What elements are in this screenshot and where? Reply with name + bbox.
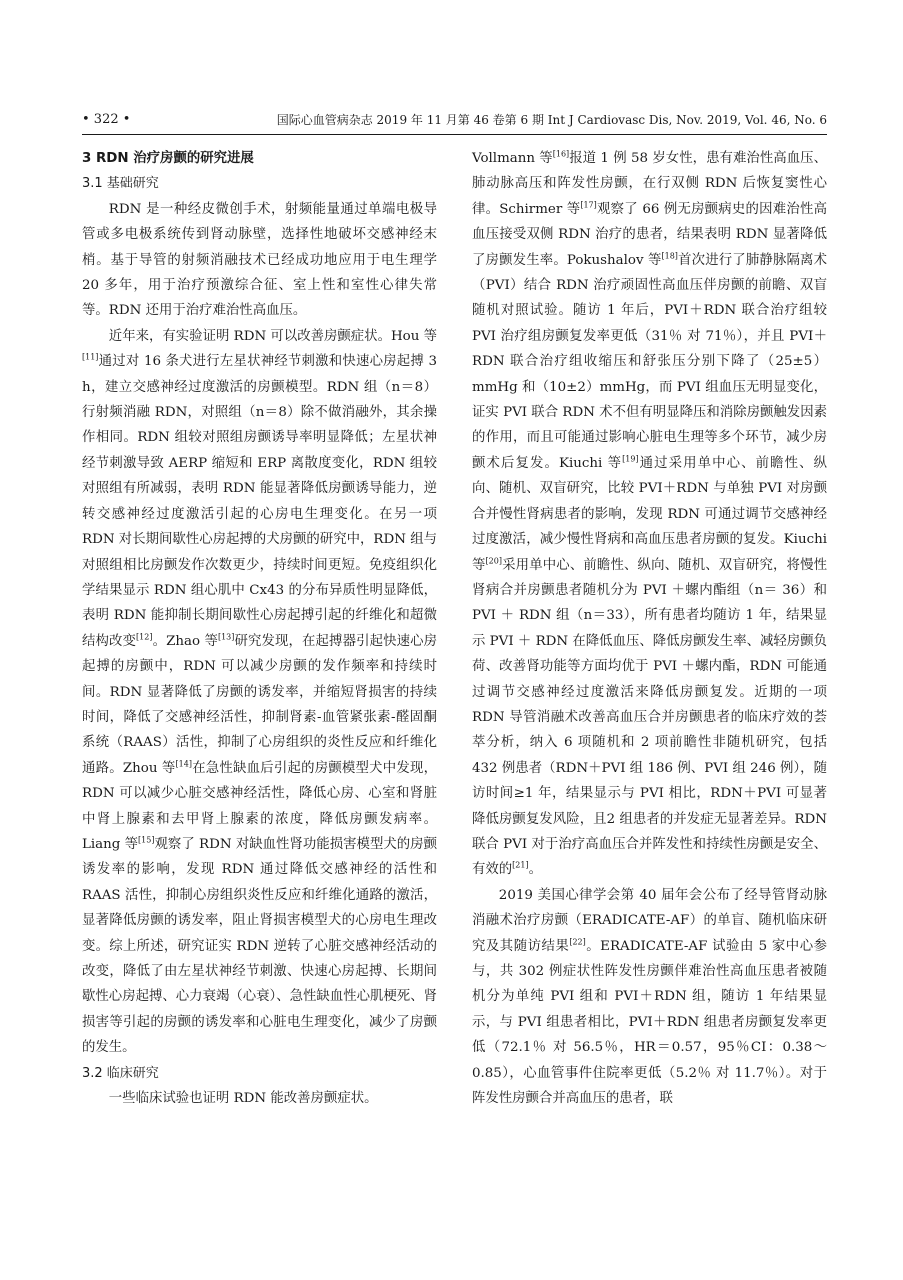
left-column xyxy=(82,146,437,1111)
paragraph: 一些临床试验也证明 RDN 能改善房颤症状。 xyxy=(108,1091,378,1107)
journal-citation: 国际心血管病杂志 2019 年 11 月第 46 卷第 6 期 Int J Cardiovasc Dis, Nov. 2019, Vol. 46, No. 6 xyxy=(276,113,827,127)
text-run: 通过采用单中心、前瞻性、纵向、随机、双盲研究，比较 PVI＋RDN 与单独 PVI 对房颤合并慢性肾病患者的影响，发现 RDN 可通过调节交感神经过度激活，减少慢性肾病和高血压患者房颤的复发。Kiuchi 等 xyxy=(472,455,827,573)
paragraph xyxy=(82,324,437,1061)
citation-ref: [21] xyxy=(512,860,529,870)
citation-ref: [22] xyxy=(569,937,586,947)
running-header xyxy=(82,110,827,130)
text-run: 。ERADICATE-AF 试验由 5 家中心参与，共 302 例症状性阵发性房颤伴难治性高血压患者被随机分为单纯 PVI 组和 PVI＋RDN 组，随访 1 年结果显示，与 PVI 组患者相比，PVI＋RDN 组患者房颤复发率更低（72.1％ 对 56.5％，HR＝0.57，95％CI：0.38～0.85），心血管事件住院率更低（5.2％ 对 11.7％）。对于阵发性房颤合并高血压的患者，联 xyxy=(472,938,828,1107)
paragraph: RDN 是一种经皮微创手术，射频能量通过单端电极导管或多电极系统传到肾动脉壁，选择性地破坏交感神经末梢。基于导管的射频消融技术已经成功地应用于电生理学 20 多年，用于治疗预激综合征、室上性和室性心律失常等。RDN 还用于治疗难治性高血压。 xyxy=(82,201,437,319)
citation-ref: [20] xyxy=(485,556,502,566)
text-run: 采用单中心、前瞻性、纵向、随机、双盲研究，将慢性肾病合并房颤患者随机分为 PVI ＋螺内酯组（n＝ 36）和 PVI ＋ RDN 组（n＝33），所有患者均随访 1 年，结果显示 PVI ＋ RDN 在降低血压、降低房颤发生率、减轻房颤负荷、改善肾功能等方面均优于 PVI ＋螺内酯，RDN 可能通过调节交感神经过度激活来降低房颤复发。近期的一项 RDN 导管消融术改善高血压合并房颤患者的临床疗效的荟萃分析，纳入 6 项随机和 2 项前瞻性非随机研究，包括 432 例患者（RDN＋PVI 组 186 例、PVI 组 246 例），随访时间≥1 年，结果显示与 PVI 相比，RDN＋PVI 可显著降低房颤复发风险，且2 组患者的并发症无显著差异。RDN 联合 PVI 对于治疗高血压合并阵发性和持续性房颤是安全、有效的 xyxy=(472,557,828,878)
text-run: 观察了 RDN 对缺血性肾功能损害模型犬的房颤诱发率的影响，发现 RDN 通过降低交感神经的活性和 RAAS 活性，抑制心房组织炎性反应和纤维化通路的激活，显著降低房颤的诱发率，阻止肾损害模型犬的心房电生理改变。综上所述，研究证实 RDN 逆转了心脏交感神经活动的改变，降低了由左星状神经节刺激、快速心房起搏、长期间歇性心房起搏、心力衰竭（心衰）、急性缺血性心肌梗死、肾损害等引起的房颤的诱发率和心脏电生理变化，减少了房颤的发生。 xyxy=(82,836,437,1056)
text-run: 。Zhao 等 xyxy=(152,633,218,649)
text-run: 观察了 66 例无房颤病史的因难治性高血压接受双侧 RDN 治疗的患者，结果表明 RDN 显著降低了房颤发生率。Pokushalov 等 xyxy=(472,201,827,268)
text-run: 近年来，有实验证明 RDN 可以改善房颤症状。Hou 等 xyxy=(108,328,437,344)
subsection-basic-research: 3.1 基础研究 xyxy=(82,176,159,192)
citation-ref: [13] xyxy=(217,632,235,642)
citation-ref: [18] xyxy=(661,251,678,261)
paragraph xyxy=(472,883,827,1112)
citation-ref: [11] xyxy=(82,352,99,362)
paragraph xyxy=(472,146,827,883)
text-run: 2019 美国心律学会第 40 届年会公布了经导管肾动脉消融术治疗房颤（ERADICATE-AF）的单盲、随机临床研究及其随访结果 xyxy=(472,887,827,954)
citation-ref: [14] xyxy=(175,759,192,769)
text-run: 在急性缺血后引起的房颤模型犬中发现，RDN 可以减少心脏交感神经活性，降低心房、心室和肾脏中肾上腺素和去甲肾上腺素的浓度，降低房颤发病率。Liang 等 xyxy=(82,760,437,852)
text-run: 首次进行了肺静脉隔离术（PVI）结合 RDN 治疗顽固性高血压伴房颤的前瞻、双盲随机对照试验。随访 1 年后，PVI＋RDN 联合治疗组较 PVI 治疗组房颤复发率更低（31％ 对 71％），并且 PVI＋RDN 联合治疗组收缩压和舒张压分别下降了（25±5）mmHg 和（10±2）mmHg，而 PVI 组血压无明显变化，证实 PVI 联合 RDN 术不但有明显降压和消除房颤触发因素的作用，而且可能通过影响心脏电生理等多个环节，减少房颤术后复发。Kiuchi 等 xyxy=(472,252,827,471)
citation-ref: [12] xyxy=(136,632,153,642)
citation-ref: [16] xyxy=(552,149,570,159)
text-run: 。 xyxy=(528,862,542,878)
citation-ref: [19] xyxy=(622,454,639,464)
text-run: 研究发现，在起搏器引起快速心房起搏的房颤中，RDN 可以减少房颤的发作频率和持续时间。RDN 显著降低了房颤的诱发率，并缩短肾损害的持续时间，降低了交感神经活性，抑制肾素-血管紧张素-醛固酮系统（RAAS）活性，抑制了心房组织的炎性反应和纤维化通路。Zhou 等 xyxy=(82,633,438,776)
subsection-clinical-research: 3.2 临床研究 xyxy=(82,1065,159,1081)
citation-ref: [17] xyxy=(580,200,597,210)
citation-ref: [15] xyxy=(138,835,155,845)
text-run: Vollmann 等 xyxy=(472,151,553,166)
page-number: • 322 • xyxy=(82,112,131,127)
right-column xyxy=(472,146,827,1111)
text-run: 通过对 16 条犬进行左星状神经节刺激和快速心房起搏 3 h，建立交感神经过度激活的房颤模型。RDN 组（n＝8）行射频消融 RDN，对照组（n＝8）除不做消融外，其余操作相同。RDN 组较对照组房颤诱导率明显降低；左星状神经节刺激导致 AERP 缩短和 ERP 离散度变化，RDN 组较对照组有所减弱，表明 RDN 能显著降低房颤诱导能力，逆转交感神经过度激活引起的心房电生理变化。在另一项 RDN 对长期间歇性心房起搏的犬房颤的研究中，RDN 组与对照组相比房颤发作次数更少，持续时间更短。免疫组织化学结果显示 RDN 组心肌中 Cx43 的分布异质性明显降低，表明 RDN 能抑制长期间歇性心房起搏引起的纤维化和超微结构改变 xyxy=(82,354,437,649)
section-title: 3 RDN 治疗房颤的研究进展 xyxy=(82,151,254,166)
header-rule xyxy=(82,134,827,135)
text-run: 报道 1 例 58 岁女性，患有难治性高血压、肺动脉高压和阵发性房颤，在行双侧 RDN 后恢复窦性心律。Schirmer 等 xyxy=(472,151,827,217)
